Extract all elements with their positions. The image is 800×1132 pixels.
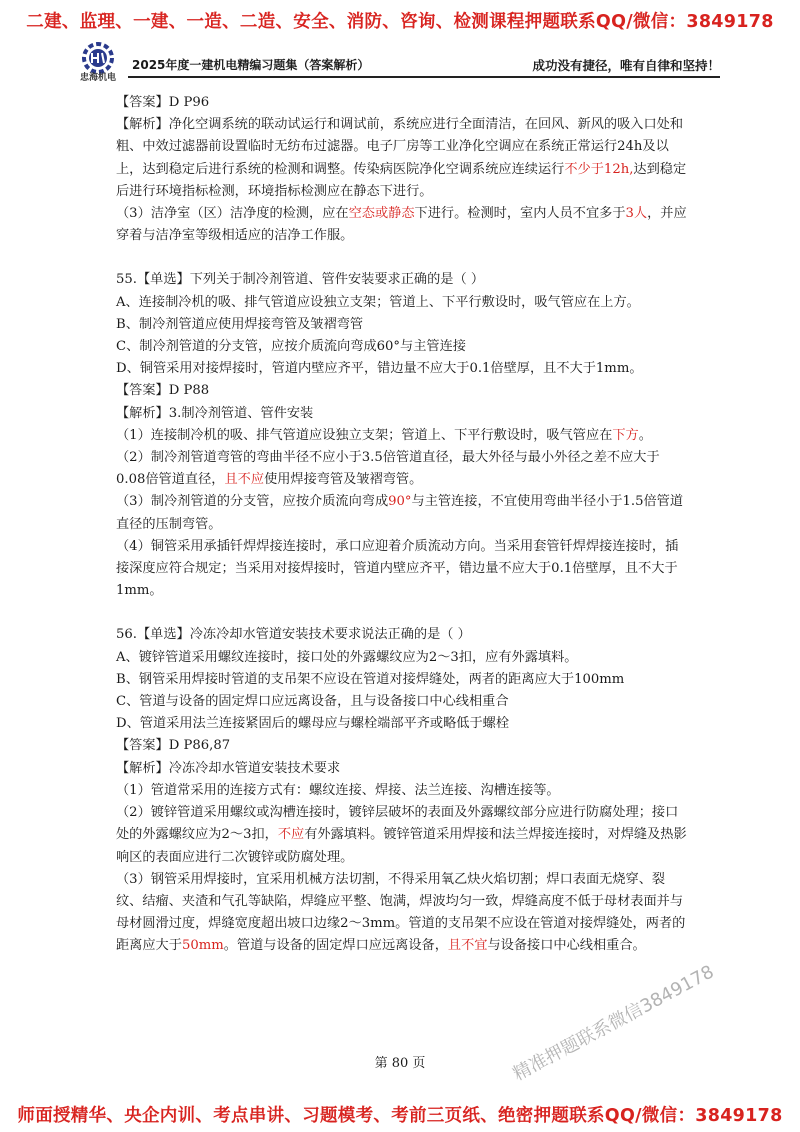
- text-run: 【答案】D P86,87: [116, 738, 231, 754]
- page-header: [72, 36, 720, 82]
- text-run: 有外露填料。镀锌管道采用焊接和法兰焊接连接时，对焊缝及热影响区的表面应进行二次镀锌或防腐处理。: [116, 827, 687, 865]
- highlighted-text: 3人: [625, 206, 648, 222]
- text-run: 使用焊接弯管及皱褶弯管。: [264, 472, 423, 488]
- highlighted-text: 90°: [388, 494, 412, 510]
- highlighted-text: 不应: [277, 827, 305, 843]
- text-paragraph: [116, 403, 688, 425]
- text-paragraph: [116, 691, 688, 713]
- page-number: 第 80 页: [374, 1056, 426, 1071]
- text-paragraph: [116, 713, 688, 735]
- text-paragraph: [116, 669, 688, 691]
- text-paragraph: [116, 780, 688, 802]
- text-run: D、管道采用法兰连接紧固后的螺母应与螺栓端部平齐或略低于螺栓: [116, 716, 510, 732]
- question-stem: [116, 624, 688, 646]
- text-paragraph: [116, 447, 688, 491]
- text-run: （4）铜管采用承插钎焊焊接连接时，承口应迎着介质流动方向。当采用套管钎焊焊接连接时，插接深度应符合规定；当采用对接焊接时，管道内壁应齐平，错边量不应大于0.1倍壁厚，且不大于1mm。: [116, 538, 679, 599]
- text-run: B、制冷剂管道应使用焊接弯管及皱褶弯管: [116, 316, 364, 332]
- text-run: （2）镀锌管道采用螺纹或沟槽连接时，镀锌层破坏的表面及外露螺纹部分应进行防腐处理；接口处的外露螺纹应为2～3扣，: [116, 805, 679, 843]
- answer-line: [116, 92, 688, 114]
- watermark: 精准押题联系微信3849178: [509, 961, 718, 1086]
- text-run: （1）连接制冷机的吸、排气管道应设独立支架；管道上、下平行敷设时，吸气管应在: [116, 427, 613, 443]
- text-paragraph: [116, 425, 688, 447]
- answer-line: [116, 735, 688, 757]
- text-run: A、镀锌管道采用螺纹连接时，接口处的外露螺纹应为2～3扣，应有外露填料。: [116, 649, 578, 665]
- text-run: 【解析】净化空调系统的联动试运行和调试前，系统应进行全面清洁，在回风、新风的吸入口处和粗、中效过滤器前设置临时无纺布过滤器。电子厂房等工业净化空调应在系统正常运行24h及以上，达到稳定后进行系统的检测和调整。传染病医院净化空调系统应连续运行: [116, 117, 684, 177]
- top-promo-banner: 二建、监理、一建、一造、二造、安全、消防、咨询、检测课程押题联系QQ/微信：3849178: [26, 12, 774, 32]
- text-run: 与主管连接，不宜使用弯曲半径小于1.5倍管道直径的压制弯管。: [116, 494, 684, 532]
- text-run: 与设备接口中心线相重合。: [487, 938, 646, 954]
- text-run: C、管道与设备的固定焊口应远离设备，且与设备接口中心线相重合: [116, 694, 509, 710]
- text-run: B、钢管采用焊接时管道的支吊架不应设在管道对接焊缝处，两者的距离应大于100mm: [116, 671, 625, 687]
- text-run: 下进行。检测时，室内人员不宜多于: [414, 206, 626, 222]
- text-run: （2）制冷剂管道弯管的弯曲半径不应小于3.5倍管道直径，最大外径与最小外径之差不应大于0.08倍管道直径，: [116, 450, 660, 488]
- bottom-promo-banner: 师面授精华、央企内训、考点串讲、习题模考、考前三页纸、绝密押题联系QQ/微信：3849178: [17, 1106, 783, 1126]
- text-paragraph: [116, 358, 688, 380]
- text-run: D、铜管采用对接焊接时，管道内壁应齐平，错边量不应大于0.1倍壁厚，且不大于1mm。: [116, 361, 643, 377]
- text-run: （1）管道常采用的连接方式有：螺纹连接、焊接、法兰连接、沟槽连接等。: [116, 782, 560, 798]
- block-spacer: [116, 247, 688, 269]
- text-paragraph: [116, 647, 688, 669]
- document-title: 2025年度一建机电精编习题集（答案解析）: [132, 58, 370, 72]
- text-run: ，并应穿着与洁净室等级相适应的洁净工作服。: [116, 206, 687, 244]
- text-run: 【答案】D P96: [116, 95, 210, 110]
- text-run: C、制冷剂管道的分支管，应按介质流向弯成60°与主管连接: [116, 339, 466, 355]
- text-run: 达到稳定后进行环境指标检测，环境指标检测应在静态下进行。: [116, 161, 687, 199]
- text-run: 【解析】冷冻冷却水管道安装技术要求: [116, 760, 341, 776]
- text-run: 【解析】3.制冷剂管道、管件安装: [116, 405, 314, 421]
- text-run: 。管道与设备的固定焊口应远离设备，: [223, 938, 448, 954]
- logo-text: 忠海机电: [79, 73, 116, 83]
- highlighted-text: 空态或静态: [348, 206, 415, 222]
- text-run: 。: [638, 427, 652, 443]
- header-slogan: 成功没有捷径，唯有自律和坚持！: [532, 58, 720, 73]
- text-run: （3）钢管采用焊接时，宜采用机械方法切割，不得采用氧乙炔火焰切割；焊口表面无烧穿、裂纹、结瘤、夹渣和气孔等缺陷，焊缝应平整、饱满，焊波均匀一致，焊缝高度不低于母材表面并与母材圆滑过度，焊缝宽度超出坡口边缘2～3mm。管道的支吊架不应设在管道对接焊缝处，两者的距离应大于: [116, 871, 686, 954]
- text-run: （3）洁净室（区）洁净度的检测，应在: [116, 206, 349, 222]
- question-stem: [116, 269, 688, 291]
- text-run: （3）制冷剂管道的分支管，应按介质流向弯成: [116, 494, 389, 510]
- text-run: A、连接制冷机的吸、排气管道应设独立支架；管道上、下平行敷设时，吸气管应在上方。: [116, 294, 640, 310]
- text-paragraph: [116, 491, 688, 535]
- highlighted-text: 且不应: [224, 472, 265, 488]
- text-run: 【答案】D P88: [116, 383, 210, 399]
- text-run: 56.【单选】冷冻冷却水管道安装技术要求说法正确的是（ ）: [116, 627, 471, 643]
- text-paragraph: [116, 203, 688, 247]
- text-paragraph: [116, 758, 688, 780]
- text-paragraph: [116, 802, 688, 869]
- text-paragraph: [116, 336, 688, 358]
- answer-line: [116, 380, 688, 402]
- block-spacer: [116, 602, 688, 624]
- text-run: 55.【单选】下列关于制冷剂管道、管件安装要求正确的是（ ）: [116, 272, 485, 288]
- highlighted-text: 下方: [612, 427, 639, 443]
- text-paragraph: [116, 869, 688, 958]
- highlighted-text: 50mm: [181, 938, 224, 954]
- text-paragraph: [116, 292, 688, 314]
- highlighted-text: 且不宜: [447, 938, 488, 954]
- text-paragraph: [116, 536, 688, 603]
- text-paragraph: [116, 314, 688, 336]
- text-paragraph: [116, 114, 688, 203]
- highlighted-text: 不少于12h,: [564, 161, 634, 177]
- header-divider: [128, 76, 720, 78]
- document-body: [116, 92, 688, 958]
